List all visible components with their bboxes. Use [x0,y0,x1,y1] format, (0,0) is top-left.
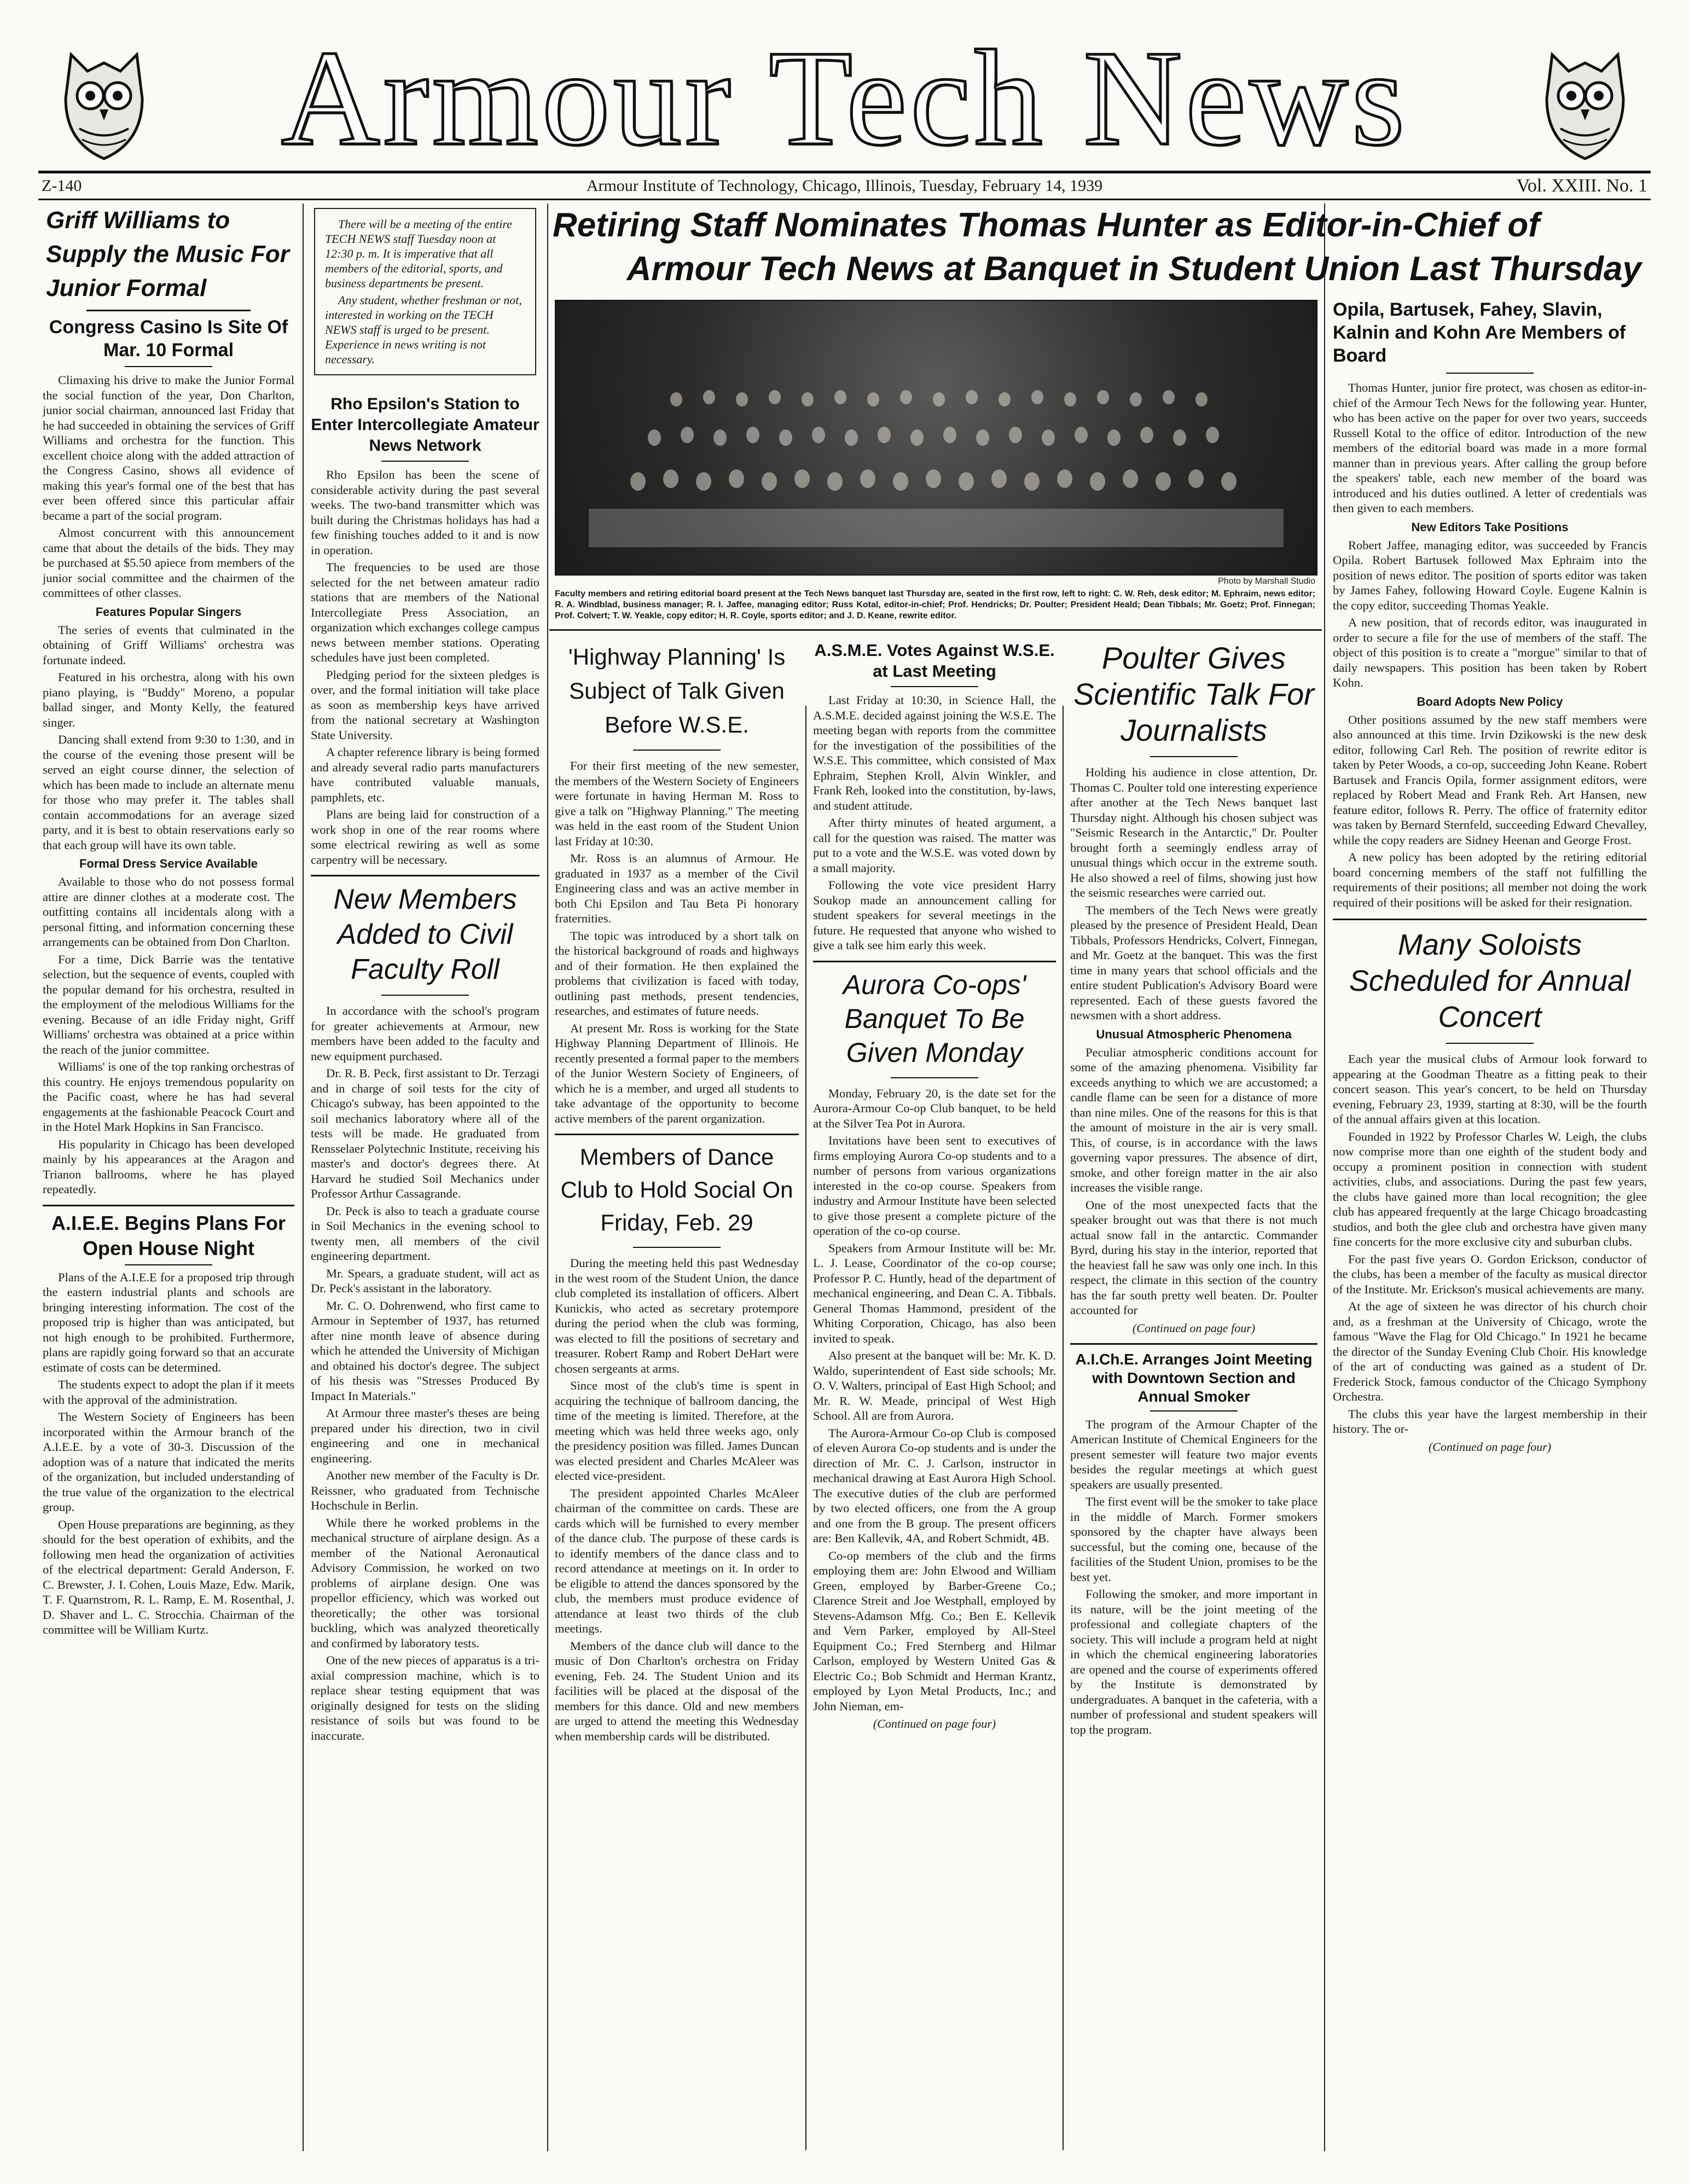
article-aiee [43,1211,294,1637]
paragraph: Following the vote vice president Harry Soukop made an announcement calling for student speakers for several meetings in the future. He requested that anyone who wished to give a talk see him early this week. [813,878,1056,952]
paragraph: Peculiar atmospheric conditions account for some of the amazing phenomena. Visibility far exceeds anything to which we are accustomed; a candle flame can be seen for a distance of more than nine miles. One of the reasons for this is that the amount of moisture in the air is very small. This, of course, is in accordance with the laws governing vapor pressures. The absence of dirt, smoke, and other foreign matter in the air also increases the visible range. [1070,1045,1317,1194]
column-rule [1063,706,1064,2150]
article-rho-epsilon [311,394,539,867]
paragraph: A new position, that of records editor, was inaugurated in order to secure a file for the use of members of the staff. The object of this position is to create a "morgue" similar to that of daily newspapers. This position has been taken by Robert Kohn. [1333,615,1647,689]
column-rule [1324,204,1325,2151]
section-subhead: Unusual Atmospheric Phenomena [1096,1027,1292,1041]
article-annual-concert [1333,927,1647,1454]
staff-meeting-notice [314,208,536,375]
divider [381,995,469,996]
paragraph: Featured in his orchestra, along with his own piano playing, is "Buddy" Moreno, a popular ballad singer, and Monty Kelly, the featured singer. [43,670,294,729]
divider [1070,1343,1317,1345]
column-rule [547,204,548,2151]
divider [891,686,978,687]
article-griff-williams [43,204,294,1640]
headline: Rho Epsilon's Station to Enter Intercollegiate Amateur News Network [311,395,539,455]
continued-note: (Continued on page four) [1132,1321,1256,1335]
headline-line: Armour Tech News at Banquet in Student Union Last Thursday [626,250,1641,288]
newspaper-nameplate: Armour Tech News [281,22,1408,174]
column-six [1333,298,1647,1454]
paragraph: The president appointed Charles McAleer chairman of the committee on cards. These are cards which will be furnished to every member of the dance club. The purpose of these cards is to identify members of the dance class and to record attendance at meetings on it. In order to be eligible to attend the dances sponsored by the club, the members must produce evidence of attendance at least two thirds of the club meetings. [555,1486,799,1635]
paragraph: While there he worked problems in the mechanical structure of airplane design. As a member of the National Aeronautical Advisory Commission, he worked on two problems of airplane design. One was propellor efficiency, which was worked out theoretically; the other was torsional buckling, which was analyzed theoretically and confirmed by laboratory tests. [311,1515,539,1650]
paragraph: Co-op members of the club and the firms employing them are: John Elwood and William Green, employed by Barber-Greene Co.; Clarence Streit and Joe Westphall, employed by Stevens-Adamson Mfg. Co.; Ben E. Kellevik and Vern Parker, employed by All-Steel Equipment Co.; Fred Sternberg and Hilmar Carlson, employed by Western United Gas & Electric Co.; Bob Schmidt and Herman Krantz, employed by Lyon Metal Products, Inc.; and John Nieman, em- [813,1548,1056,1713]
issue-code: Z-140 [42,177,82,195]
column-two [311,204,539,1745]
article-asme [813,640,1056,953]
paragraph: Plans are being laid for construction of a work shop in one of the rear rooms where some electrical rewiring as well as some carpentry will be necessary. [311,808,539,867]
paragraph: Mr. Ross is an alumnus of Armour. He graduated in 1937 as a member of the Civil Engineering class and was an active member in both Chi Epsilon and Tau Beta Pi honorary fraternities. [555,851,799,925]
headline: Opila, Bartusek, Fahey, Slavin, Kalnin and Kohn Are Members of Board [1333,299,1626,366]
dateline: Armour Institute of Technology, Chicago, Illinois, Tuesday, February 14, 1939 [586,177,1103,195]
headline: A.S.M.E. Votes Against W.S.E. at Last Meeting [814,641,1055,681]
column-three [555,640,799,1746]
paragraph: Invitations have been sent to executives of firms employing Aurora Co-op students and to a number of persons from various organizations interested in the co-op course. Speakers from industry and Armour Institute have been selected to give those present a complete picture of the operation of the co-op course. [813,1134,1056,1238]
subheadline: Congress Casino Is Site Of Mar. 10 Formal [49,317,288,361]
article-editorial-board [1333,298,1647,910]
divider [633,750,721,751]
divider [549,629,1322,631]
column-four [813,640,1056,1731]
headline: Poulter Gives Scientific Talk For Journalists [1073,641,1314,747]
paragraph: Another new member of the Faculty is Dr. Reissner, who graduated from Technische Hochschule in Berlin. [311,1468,539,1512]
paragraph: At the age of sixteen he was director of his church choir and, as a freshman at the University of Chicago, wrote the famous "Wave the Flag for Old Chicago." In 1921 he became the director of the Sunday Evening Club Choir. His knowledge of the art of conducting was gained as a student of Dr. Frederick Stock, famous conductor of the Chicago Symphony Orchestra. [1333,1299,1647,1403]
paragraph: Available to those who do not possess formal attire are dinner clothes at a moderate cost. The outfitting contains all incidentals along with a personal fitting, and information concerning these arrangements can be obtained from Don Charlton. [43,875,294,949]
owl-emblem-icon [1530,33,1640,164]
article-civil-faculty [311,882,539,1743]
paragraph: Robert Jaffee, managing editor, was succeeded by Francis Opila. Robert Bartusek followed Max Ephraim into the position of news editor. The position of sports editor was taken by James Fahey, following Howard Coyle. Eugene Kalnin is the copy editor, succeeding Thomas Yeakle. [1333,538,1647,612]
paragraph: Since most of the club's time is spent in acquiring the technique of ballroom dancing, the time of the meeting is limited. Therefore, at the meeting which was held three weeks ago, only the presidency position was filled. James Duncan was elected president and Charles McAleer was elected vice-president. [555,1379,799,1483]
column-five [1070,640,1317,1739]
paragraph: At Armour three master's theses are being prepared under his direction, two in civil engineering and one in mechanical engineering. [311,1406,539,1465]
article-poulter [1070,640,1317,1335]
article-aiche [1070,1350,1317,1738]
section-subhead: New Editors Take Positions [1411,520,1569,534]
paragraph: Any student, whether freshman or not, interested in working on the TECH NEWS staff is urged to be present. Experience in news writing is not necessary. [325,293,522,366]
paragraph: Founded in 1922 by Professor Charles W. Leigh, the clubs now comprise more than one eighth of the student body and occupy a prominent position in connection with student activities, clubs, and associations. During the past few years, the clubs have gained more than local recognition; the glee club has appeared frequently at the large Chicago broadcasting studios, and both the glee club and orchestra have given many fine concerts for the more exclusive city and suburban clubs. [1333,1129,1647,1248]
paragraph: The first event will be the smoker to take place in the middle of March. Former smokers sponsored by the chapter have always been successful, but the coming one, because of the facilities of the Student Union, promises to be the best yet. [1070,1495,1317,1584]
masthead [38,22,1651,174]
section-subhead: Board Adopts New Policy [1417,694,1563,708]
paragraph: The members of the Tech News were greatly pleased by the presence of President Heald, Dean Tibbals, Professors Hendricks, Colvert, Finnegan, and Mr. Goetz at the banquet. This was the first time in many years that school officials and the entire student Publication's Advisory Board were represented. Each of these guests favored the newsmen with a short address. [1070,903,1317,1022]
paragraph: Mr. Spears, a graduate student, will act as Dr. Peck's assistant in the laboratory. [311,1266,539,1295]
divider [891,1077,978,1078]
paragraph: Members of the dance club will dance to the music of Don Charlton's orchestra on Friday evening, Feb. 24. The Student Union and its facilities will be placed at the disposal of the members for this dance. Old and new members are urged to attend the meeting this Wednesday when membership cards will be distributed. [555,1639,799,1743]
divider [1446,373,1534,374]
paragraph: Rho Epsilon has been the scene of considerable activity during the past several weeks. The two-band transmitter which was built during the Christmas holidays has had a few finishing touches added to it and is now in operation. [311,468,539,557]
divider [1446,1043,1534,1044]
divider [381,461,469,462]
paragraph: Plans of the A.I.E.E for a proposed trip through the eastern industrial plants and schools are bringing interesting information. The cost of the proposed trip is higher than was anticipated, but not high enough to be prohibited. Furthermore, plans are rapidly going forward so that an accurate estimate of costs can be determined. [43,1270,294,1374]
lead-headline [553,204,1647,297]
paragraph: The frequencies to be used are those selected for the net between amateur radio stations that are members of the National Intercollegiate Press Association, an organization which exchanges college campus news between member stations. Operating schedules have just been completed. [311,560,539,664]
article-aurora-coops [813,968,1056,1732]
paragraph: At present Mr. Ross is working for the State Highway Planning Department of Illinois. He recently presented a formal paper to the members of the Junior Western Society of Engineers, of which he is a member, and urged all students to take advantage of the opportunity to become active members of the parent organization. [555,1021,799,1125]
article-dance-club [555,1141,799,1744]
paragraph: Dr. Peck is also to teach a graduate course in Soil Mechanics in the evening school to twenty men, all members of the civil engineering department. [311,1204,539,1263]
divider [813,961,1056,962]
paragraph: The students expect to adopt the plan if it meets with the approval of the administration. [43,1378,294,1407]
section-subhead: Features Popular Singers [95,605,242,619]
paragraph: The Aurora-Armour Co-op Club is composed of eleven Aurora Co-op students and is under the direction of Mr. C. J. Carlson, instructor in mechanical drawing at East Aurora High School. The executive duties of the club are performed by two elected officers, one from the A group and one from the B group. The present officers are: Ben Kallevik, 4A, and Robert Schmidt, 4B. [813,1426,1056,1545]
folio-line [38,171,1651,200]
crowd-figures [556,301,1316,574]
paragraph: Other positions assumed by the new staff members were also announced at this time. Irvin Dzikowski is the new desk editor, following Carl Reh. The position of rewrite editor is taken by Peter Woods, a co-op, succeeding John Keane. Robert Bartusek and Francis Opila, former assignment editors, were replaced by Robert Mead and Frank Reh. Art Hansen, new feature editor, follows R. Perry. The office of fraternity editor was taken by Bernard Sternfeld, succeeding Edward Chevalley, while the copy readers are Sidney Heenan and George Frost. [1333,712,1647,847]
paragraph: Almost concurrent with this announcement came that about the details of the bids. They may be purchased at $5.50 apiece from members of the junior social committee and the chairmen of the committees of other classes. [43,526,294,600]
paragraph: Each year the musical clubs of Armour look forward to appearing at the Goodman Theatre as a fitting peak to their concert season. This year's concert, to be held on Thursday evening, February 23, 1939, starting at 8:30, will be the fourth of the annual affairs given at this location. [1333,1052,1647,1126]
divider [555,1134,799,1135]
paragraph: In accordance with the school's program for greater achievements at Armour, new members have been added to the faculty and new equipment purchased. [311,1004,539,1063]
column-rule [805,706,806,2150]
paragraph: Dancing shall extend from 9:30 to 1:30, and in the course of the evening those present will be served an eight course dinner, the selection of which has been made to include an alternate menu for those who may prefer it. The tables shall contain accommodations for an average sized party, and it is best to obtain reservations early so that each group will have its own table. [43,733,294,852]
paragraph: For the past five years O. Gordon Erickson, conductor of the clubs, has been a member of the faculty as musical director of the Institute. Mr. Erickson's musical achievements are many. [1333,1252,1647,1296]
continued-note: (Continued on page four) [873,1717,996,1730]
paragraph: One of the most unexpected facts that the speaker brought out was that there is not much actual snow fall in the antarctic. Commander Byrd, during his stay in the interior, reported that the heaviest fall he saw was only one inch. In this respect, the climate in this section of the country has the far south pretty well beaten. Dr. Poulter accounted for [1070,1198,1317,1317]
photo-credit: Photo by Marshall Studio [1218,577,1315,586]
headline: Many Soloists Scheduled for Annual Concert [1349,928,1631,1033]
paragraph: One of the new pieces of apparatus is a tri-axial compression machine, which is to replace shear testing equipment that was originally designed for tests on the sliding resistance of soils but was found to be inaccurate. [311,1653,539,1742]
headline: 'Highway Planning' Is Subject of Talk Given Before W.S.E. [568,644,786,737]
paragraph: Dr. R. B. Peck, first assistant to Dr. Terzagi and in charge of soil tests for the city of Chicago's subway, has been appointed to the soil mechanics laboratory where all of the tests will be made. He graduated from Rensselaer Polytechnic Institute, receiving his master's and doctor's degrees there. At Harvard he studied Soil Mechanics under Professor Arthur Cassagrande. [311,1066,539,1200]
headline-line: Retiring Staff Nominates Thomas Hunter as Editor-in-Chief of [553,206,1540,244]
paragraph: Pledging period for the sixteen pledges is over, and the formal initiation will take place as soon as membership keys have arrived from the national secretary at Washington State University. [311,667,539,742]
divider [86,310,251,311]
article-highway-planning [555,640,799,1126]
paragraph: Holding his audience in close attention, Dr. Thomas C. Poulter told one interesting experience after another at the Tech News banquet last Thursday night. Although his chosen subject was "Seismic Research in the Antarctic," Dr. Poulter brought forth a seemingly endless array of unusual things which occur in the extreme south. He also showed a reel of films, showing just how the seismic researches were carried out. [1070,765,1317,899]
paragraph: Last Friday at 10:30, in Science Hall, the A.S.M.E. decided against joining the W.S.E. The meeting began with reports from the committee for the investigation of the possibilities of the W.S.E. This committee, which consisted of Max Ephraim, Stephen Kroll, Alvin Winkler, and Frank Reh, looked into the constitution, by-laws, and student attitude. [813,693,1056,812]
section-subhead: Formal Dress Service Available [79,857,258,870]
paragraph: The topic was introduced by a short talk on the historical background of roads and highways and of their formation. He then explained the problems that civilization is faced with today, outlining past methods, present tendencies, researches, and estimates of future needs. [555,928,799,1018]
divider [311,875,539,876]
paragraph: The Western Society of Engineers has been incorporated within the Armour branch of the A.I.E.E. by a vote of 30-3. Discussion of the adoption was of a nature that indicated the merits of the organization, but included understanding of the true value of the organization to the electrical group. [43,1410,294,1514]
paragraph: Following the smoker, and more important in its nature, will be the joint meeting of the professional and collegiate chapters of the society. This will include a program held at night in which the chemical engineering laboratories are opened and the course of experiments offered by the Institute is demonstrated by undergraduates. A banquet in the cafeteria, with a number of professional and student speakers will top the program. [1070,1587,1317,1736]
paragraph: The clubs this year have the largest membership in their history. The or- [1333,1407,1647,1436]
paragraph: His popularity in Chicago has been developed mainly by his appearances at the Aragon and Trianon ballrooms, where he has played repeatedly. [43,1137,294,1196]
banquet-photo [555,300,1317,576]
paragraph: A new policy has been adopted by the retiring editorial board concerning members of the staff not fulfilling the requirements of their positions; all member not doing the work required of their positions will be asked for their resignation. [1333,850,1647,909]
paragraph: There will be a meeting of the entire TECH NEWS staff Tuesday noon at 12:30 p. m. It is imperative that all members of the editorial, sports, and business departments be present. [325,217,512,290]
divider [1150,756,1238,757]
paragraph: The program of the Armour Chapter of the American Institute of Chemical Engineers for the present semester will feature two major events besides the regular meetings at which guest speakers are usually presented. [1070,1417,1317,1491]
column-rule [303,204,304,2151]
volume-number: Vol. XXIII. No. 1 [1516,176,1647,196]
headline: New Members Added to Civil Faculty Roll [333,884,517,985]
headline: A.I.Ch.E. Arranges Joint Meeting with Downtown Section and Annual Smoker [1075,1350,1313,1405]
continued-note: (Continued on page four) [1428,1439,1552,1454]
paragraph: During the meeting held this past Wednesday in the west room of the Student Union, the dance club completed its installation of officers. Albert Kunickis, who acted as secretary protempore during the period when the club was forming, was elected to fill the positions of secretary and treasurer. Robert Ramp and Robert DeHart were chosen sergeants at arms. [555,1256,799,1375]
paragraph: Climaxing his drive to make the Junior Formal the social function of the year, Don Charlton, junior social chairman, announced last Friday that he had succeeded in obtaining the services of Griff Williams and orchestra for the function. This excellent choice along with the added attraction of the Congress Casino, shows all evidence of making this year's formal one of the best that has ever been offered since this particular affair became a part of the social program. [43,373,294,522]
paragraph: Thomas Hunter, junior fire protect, was chosen as editor-in-chief of the Armour Tech News for the following year. Hunter, who has been active on the paper for over two years, succeeds Russell Kotal to the office of editor. Introduction of the new members of the editorial board was made in a more formal manner than in previous years. After calling the group before the speakers' table, each new member of the board was introduced and his duties outlined. A letter of credentials was then given to each members. [1333,381,1647,515]
headline: A.I.E.E. Begins Plans For Open House Night [51,1211,286,1259]
headline: Members of Dance Club to Hold Social On Friday, Feb. 29 [560,1144,793,1235]
paragraph: Also present at the banquet will be: Mr. K. D. Waldo, superintendent of East side schools; Mr. O. V. Walters, principal of East High School; and Mr. R. W. Meade, principal of West High School. All are from Aurora. [813,1349,1056,1422]
headline: Griff Williams to Supply the Music For Junior Formal [46,207,289,301]
paragraph: Monday, February 20, is the date set for the Aurora-Armour Co-op Club banquet, to be held at the Silver Tea Pot in Aurora. [813,1086,1056,1130]
paragraph: The series of events that culminated in the obtaining of Griff Williams' orchestra was fortunate indeed. [43,623,294,667]
paragraph: Open House preparations are beginning, as they should for the best operation of exhibits, and the following men head the organization of activities of the electrical department: Gerald Anderson, F. C. Brewster, J. I. Cohen, Louis Maze, Edw. Marik, T. F. Quarnstrom, R. L. Ramp, E. M. Rosenthal, J. D. Shaver and L. C. Strocchia. Chairman of the committee will be William Kurtz. [43,1517,294,1636]
divider [125,1264,212,1265]
divider [1150,1410,1238,1412]
divider [43,1205,294,1206]
divider [125,366,212,367]
paragraph: For a time, Dick Barrie was the tentative selection, but the sequence of events, coupled with the popular demand for his orchestra, resulted in the employment of the melodious Williams for the evening. Because of an idle Friday night, Griff Williams' orchestra was obtained at a price within the reach of the junior committee. [43,952,294,1056]
paragraph: For their first meeting of the new semester, the members of the Western Society of Engineers were fortunate in having Herman M. Ross to give a talk on "Highway Planning." The meeting was held in the east room of the Student Union last Friday at 10:30. [555,759,799,848]
photo-caption: Faculty members and retiring editorial board present at the Tech News banquet last Thursday are, seated in the first row, left to right: C. W. Reh, desk editor; M. Ephraim, news editor; R. A. Windblad, business manager; R. I. Jaffee, managing editor; Russ Kotal, editor-in-chief; Prof. Hendricks; Dr. Poulter; President Heald; Dean Tibbals; Mr. Goetz; Prof. Finnegan; Prof. Colvert; T. W. Yeakle, copy editor; H. R. Coyle, sports editor; and J. D. Keane, rewrite editor. [555,589,1315,620]
divider [633,1247,721,1248]
paragraph: A chapter reference library is being formed and already several radio parts manufacturers have contributed valuable manuals, pamphlets, etc. [311,745,539,804]
paragraph: Williams' is one of the top ranking orchestras of this country. He enjoys tremendous popularity on the Pacific coast, where he has had several engagements at the fashionable Peacock Court and in the Hotel Mark Hopkins in San Francisco. [43,1060,294,1134]
paragraph: After thirty minutes of heated argument, a call for the question was raised. The matter was put to a vote and the W.S.E. was voted down by a small majority. [813,816,1056,875]
headline: Aurora Co-ops' Banquet To Be Given Monday [843,969,1026,1068]
divider [1333,919,1647,920]
paragraph: Speakers from Armour Institute will be: Mr. L. J. Lease, Coordinator of the co-op course; Professor P. C. Huntly, head of the department of mechanical engineering, and Dean C. A. Tibbals. General Thomas Hammond, president of the Whiting Corporation, Chicago, has also been invited to speak. [813,1241,1056,1345]
paragraph: Mr. C. O. Dohrenwend, who first came to Armour in September of 1937, has returned after nine month leave of absence during which he attended the University of Michigan and obtained his doctor's degree. The subject of his thesis was "Stresses Produced By Impact In Materials." [311,1298,539,1403]
